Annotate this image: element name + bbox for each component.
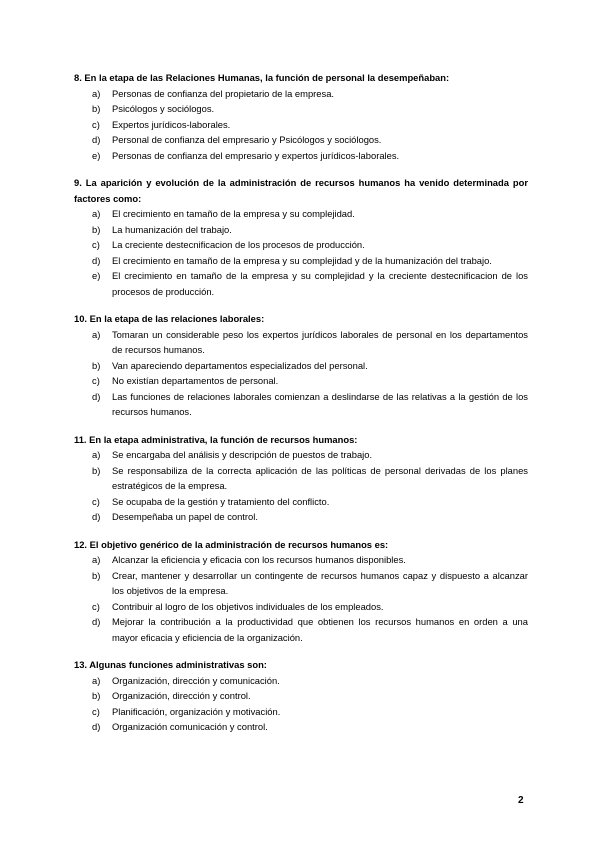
option-item (74, 101, 528, 117)
option-letter: b) (92, 223, 101, 235)
option-text: El crecimiento en tamaño de la empresa y su complejidad y de la humanización del trabajo. (112, 254, 492, 266)
option-text: Se responsabiliza de la correcta aplicación de las políticas de personal derivadas de los planes estratégicos de la empresa. (112, 464, 528, 491)
option-item (74, 86, 528, 102)
option-letter: d) (92, 721, 101, 732)
option-list (74, 206, 528, 299)
option-text: No existían departamentos de personal. (112, 375, 279, 386)
question-title: 9. La aparición y evolución de la administración de recursos humanos ha venido determinada por factores como: (74, 177, 528, 204)
option-text: Se encargaba del análisis y descripción de puestos de trabajo. (112, 449, 373, 460)
option-letter: b) (92, 103, 101, 114)
option-item (74, 463, 528, 494)
option-text: El crecimiento en tamaño de la empresa y su complejidad. (112, 208, 355, 219)
option-item (74, 673, 528, 689)
option-item (74, 148, 528, 164)
option-letter: d) (92, 254, 101, 266)
option-text: La humanización del trabajo. (112, 223, 232, 235)
option-letter: e) (92, 270, 101, 281)
option-text: Personal de confianza del empresario y Psicólogos y sociólogos. (112, 134, 382, 145)
option-text: Organización, dirección y control. (112, 690, 251, 701)
option-list (74, 673, 528, 735)
option-item (74, 206, 528, 222)
option-list (74, 447, 528, 525)
option-letter: a) (92, 87, 101, 99)
option-text: Expertos jurídicos-laborales. (112, 118, 231, 130)
question-11 (74, 432, 528, 525)
option-text: Planificación, organización y motivación. (112, 705, 281, 717)
question-title: 11. En la etapa administrativa, la función de recursos humanos: (74, 433, 358, 445)
option-text: Tomaran un considerable peso los expertos jurídicos laborales de personal en los departamentos de recursos humanos. (112, 328, 528, 355)
option-item (74, 614, 528, 645)
option-text: Van apareciendo departamentos especializados del personal. (112, 359, 368, 371)
option-text: Desempeñaba un papel de control. (112, 511, 258, 522)
option-letter: b) (92, 690, 101, 701)
option-item (74, 599, 528, 615)
option-letter: a) (92, 449, 101, 460)
option-letter: c) (92, 600, 100, 612)
option-text: El crecimiento en tamaño de la empresa y su complejidad y la creciente destecnificacion de los procesos de producción. (112, 270, 528, 297)
question-13 (74, 657, 528, 735)
option-text: Personas de confianza del empresario y expertos jurídicos-laborales. (112, 149, 400, 161)
document-body (74, 70, 528, 747)
option-item (74, 719, 528, 735)
option-letter: c) (92, 118, 100, 130)
option-item (74, 117, 528, 133)
option-letter: c) (92, 375, 100, 386)
option-text: Organización comunicación y control. (112, 721, 268, 732)
option-item (74, 253, 528, 269)
option-text: Se ocupaba de la gestión y tratamiento del conflicto. (112, 495, 330, 507)
option-letter: b) (92, 359, 101, 371)
option-text: Alcanzar la eficiencia y eficacia con los recursos humanos disponibles. (112, 554, 406, 565)
option-letter: c) (92, 239, 100, 250)
question-title: 12. El objetivo genérico de la administración de recursos humanos es: (74, 538, 389, 550)
option-list (74, 552, 528, 645)
option-text: Mejorar la contribución a la productividad que obtienen los recursos humanos en orden a una mayor eficacia y eficiencia de la organización. (112, 616, 528, 643)
question-12 (74, 537, 528, 646)
option-letter: b) (92, 569, 101, 581)
option-letter: c) (92, 495, 100, 507)
option-item (74, 494, 528, 510)
option-item (74, 509, 528, 525)
question-8 (74, 70, 528, 163)
question-10 (74, 311, 528, 420)
option-letter: a) (92, 554, 101, 565)
option-letter: e) (92, 149, 101, 161)
option-text: Crear, mantener y desarrollar un contingente de recursos humanos capaz y dispuesto a alcanzar los objetivos de la empresa. (112, 569, 528, 596)
option-letter: d) (92, 134, 101, 145)
option-letter: d) (92, 511, 101, 522)
option-item (74, 552, 528, 568)
option-item (74, 568, 528, 599)
option-letter: a) (92, 674, 101, 686)
option-item (74, 222, 528, 238)
option-item (74, 132, 528, 148)
option-list (74, 86, 528, 164)
option-text: Contribuir al logro de los objetivos individuales de los empleados. (112, 600, 384, 612)
question-title: 8. En la etapa de las Relaciones Humanas, la función de personal la desempeñaban: (74, 72, 450, 83)
option-letter: b) (92, 464, 101, 476)
option-text: Organización, dirección y comunicación. (112, 674, 280, 686)
option-text: Personas de confianza del propietario de la empresa. (112, 87, 335, 99)
option-text: Las funciones de relaciones laborales comienzan a deslindarse de las relativas a la gestión de los recursos humanos. (112, 390, 528, 417)
option-item (74, 327, 528, 358)
option-letter: d) (92, 616, 101, 627)
question-title: 13. Algunas funciones administrativas son: (74, 659, 267, 670)
option-text: Psicólogos y sociólogos. (112, 103, 215, 114)
option-item (74, 373, 528, 389)
option-letter: d) (92, 390, 101, 402)
option-item (74, 447, 528, 463)
option-item (74, 268, 528, 299)
question-title: 10. En la etapa de las relaciones laborales: (74, 313, 265, 324)
option-item (74, 688, 528, 704)
option-letter: a) (92, 208, 101, 219)
option-item (74, 704, 528, 720)
question-9 (74, 175, 528, 299)
option-text: La creciente destecnificacion de los procesos de producción. (112, 239, 365, 250)
option-item (74, 358, 528, 374)
page-number: 2 (518, 795, 524, 806)
option-item (74, 389, 528, 420)
option-item (74, 237, 528, 253)
option-list (74, 327, 528, 420)
option-letter: a) (92, 328, 101, 340)
option-letter: c) (92, 705, 100, 717)
